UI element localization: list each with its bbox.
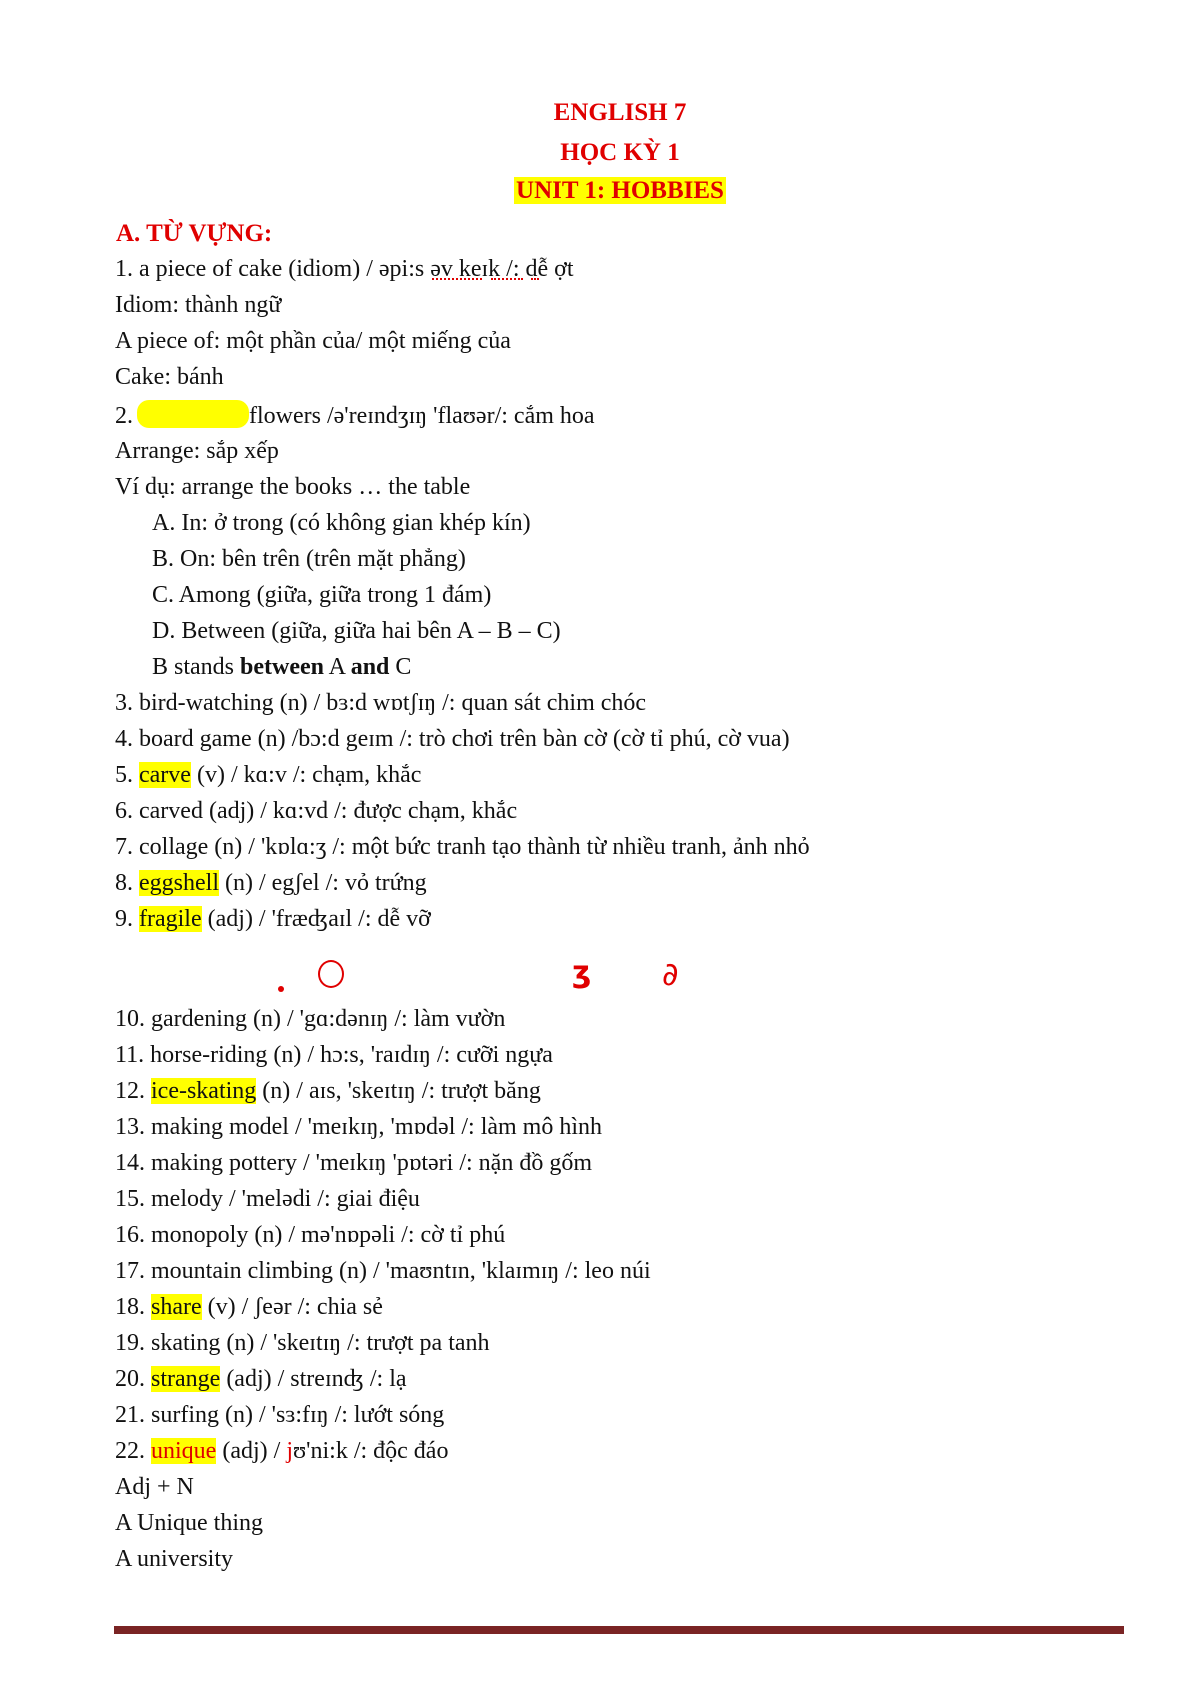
section-heading: A. TỪ VỰNG:: [116, 220, 273, 247]
ink-handwriting-mark: ʒ: [572, 955, 592, 990]
vocab-item-22: [115, 1436, 448, 1466]
vocab-item-8: [115, 868, 427, 898]
highlighted-word: eggshell: [139, 870, 219, 896]
vocab-item-20: [115, 1364, 407, 1394]
note-unique-thing: A Unique thing: [115, 1510, 263, 1536]
example-part: C: [389, 654, 412, 680]
vocab-item-2: [115, 400, 595, 431]
item-text: (adj) / 'fræʤaɪl /: dễ vỡ: [201, 906, 431, 932]
item-number: 9.: [115, 906, 139, 932]
vocab-item-14: 14. making pottery / 'meɪkɪŋ 'pɒtəri /: nặn đồ gốm: [115, 1150, 592, 1176]
item-number: 20.: [115, 1366, 151, 1392]
example-part: B stands: [152, 654, 241, 680]
vocab-item-9: [115, 904, 431, 934]
item-number: 18.: [115, 1294, 151, 1320]
unit-title-text: UNIT 1: HOBBIES: [516, 177, 724, 204]
vocab-item-11: 11. horse-riding (n) / hɔ:s, 'raɪdɪŋ /: cưỡi ngựa: [115, 1042, 553, 1068]
unit-title: [0, 176, 1200, 206]
example-and: and: [350, 654, 390, 680]
item-text: (n) / aɪs, 'skeɪtɪŋ /: trượt băng: [256, 1078, 541, 1104]
vocab-item-10: 10. gardening (n) / 'gɑ:dənɪŋ /: làm vườn: [115, 1006, 506, 1032]
red-phoneme: j: [286, 1438, 293, 1464]
vocab-item-6: 6. carved (adj) / kɑ:vd /: được chạm, khắc: [115, 798, 518, 824]
term-title: HỌC KỲ 1: [560, 139, 680, 166]
spellcheck-underline: [491, 272, 523, 280]
item-number: 22.: [115, 1438, 151, 1464]
item-text: (adj) /: [216, 1438, 287, 1464]
note-piece-of: A piece of: một phần của/ một miếng của: [115, 328, 511, 354]
highlighted-word: ice-skating: [151, 1078, 257, 1104]
option-a: A. In: ở trong (có không gian khép kín): [152, 510, 531, 536]
ink-circle-annotation: [318, 960, 344, 988]
highlighted-word: unique: [151, 1438, 217, 1464]
ink-dot-annotation: [278, 986, 284, 992]
vocab-item-15: 15. melody / 'melədi /: giai điệu: [115, 1186, 420, 1212]
vocab-item-7: 7. collage (n) / 'kɒlɑ:ʒ /: một bức tranh tạo thành từ nhiều tranh, ảnh nhỏ: [115, 834, 810, 860]
vocab-item-5: [115, 760, 421, 790]
ink-handwriting-mark: ∂: [662, 955, 679, 993]
vocab-item-19: 19. skating (n) / 'skeɪtɪŋ /: trượt pa tanh: [115, 1330, 490, 1356]
vocab-item-4: 4. board game (n) /bɔ:d geɪm /: trò chơi trên bàn cờ (cờ tỉ phú, cờ vua): [115, 726, 790, 752]
highlighted-word: fragile: [139, 906, 202, 932]
option-c: C. Among (giữa, giữa trong 1 đám): [152, 582, 492, 608]
vocab-item-18: [115, 1292, 383, 1322]
spellcheck-underline: [531, 272, 539, 280]
item-text: (n) / egʃel /: vỏ trứng: [218, 870, 427, 896]
vocab-item-12: [115, 1076, 541, 1106]
item-number: 2.: [115, 403, 133, 429]
item-text: (v) / ʃeər /: chia sẻ: [201, 1294, 383, 1320]
example-part: A: [324, 654, 351, 680]
highlighted-word: strange: [151, 1366, 221, 1392]
example-between: between: [240, 654, 324, 680]
highlighted-word: share: [151, 1294, 202, 1320]
footer-rule: [114, 1626, 1124, 1634]
vocab-item-21: 21. surfing (n) / 'sɜ:fɪŋ /: lướt sóng: [115, 1402, 445, 1428]
item-text: (adj) / streɪnʤ /: lạ: [220, 1366, 407, 1392]
vocab-item-3: 3. bird-watching (n) / bɜ:d wɒtʃɪŋ /: quan sát chim chóc: [115, 690, 647, 716]
item-number: 8.: [115, 870, 139, 896]
note-arrange: Arrange: sắp xếp: [115, 438, 279, 464]
vocab-item-17: 17. mountain climbing (n) / 'maʊntɪn, 'klaɪmɪŋ /: leo núi: [115, 1258, 651, 1284]
item-text: (v) / kɑ:v /: chạm, khắc: [190, 762, 422, 788]
note-cake: Cake: bánh: [115, 364, 224, 390]
option-d: D. Between (giữa, giữa hai bên A – B – C): [152, 618, 561, 644]
item-number: 12.: [115, 1078, 151, 1104]
highlight-blob: [137, 400, 249, 428]
note-idiom: Idiom: thành ngữ: [115, 292, 282, 318]
vocab-item-16: 16. monopoly (n) / mə'nɒpəli /: cờ tỉ phú: [115, 1222, 506, 1248]
note-university: A university: [115, 1546, 233, 1572]
vocab-item-13: 13. making model / 'meɪkɪŋ, 'mɒdəl /: làm mô hình: [115, 1114, 603, 1140]
note-adj-noun: Adj + N: [115, 1474, 194, 1500]
item-number: 5.: [115, 762, 139, 788]
item-text: flowers /ə'reɪndʒɪŋ 'flaʊər/: cắm hoa: [249, 403, 595, 429]
note-example: Ví dụ: arrange the books … the table: [115, 474, 471, 500]
example-sentence: [152, 652, 411, 682]
highlighted-word: carve: [139, 762, 191, 788]
vocab-item-1: 1. a piece of cake (idiom) / əpi:s əv keɪk /: dễ ợt: [115, 256, 574, 282]
item-text: ʊ'ni:k /: độc đáo: [292, 1438, 449, 1464]
option-b: B. On: bên trên (trên mặt phẳng): [152, 546, 466, 572]
spellcheck-underline: [432, 272, 482, 280]
subject-title: ENGLISH 7: [553, 99, 687, 126]
